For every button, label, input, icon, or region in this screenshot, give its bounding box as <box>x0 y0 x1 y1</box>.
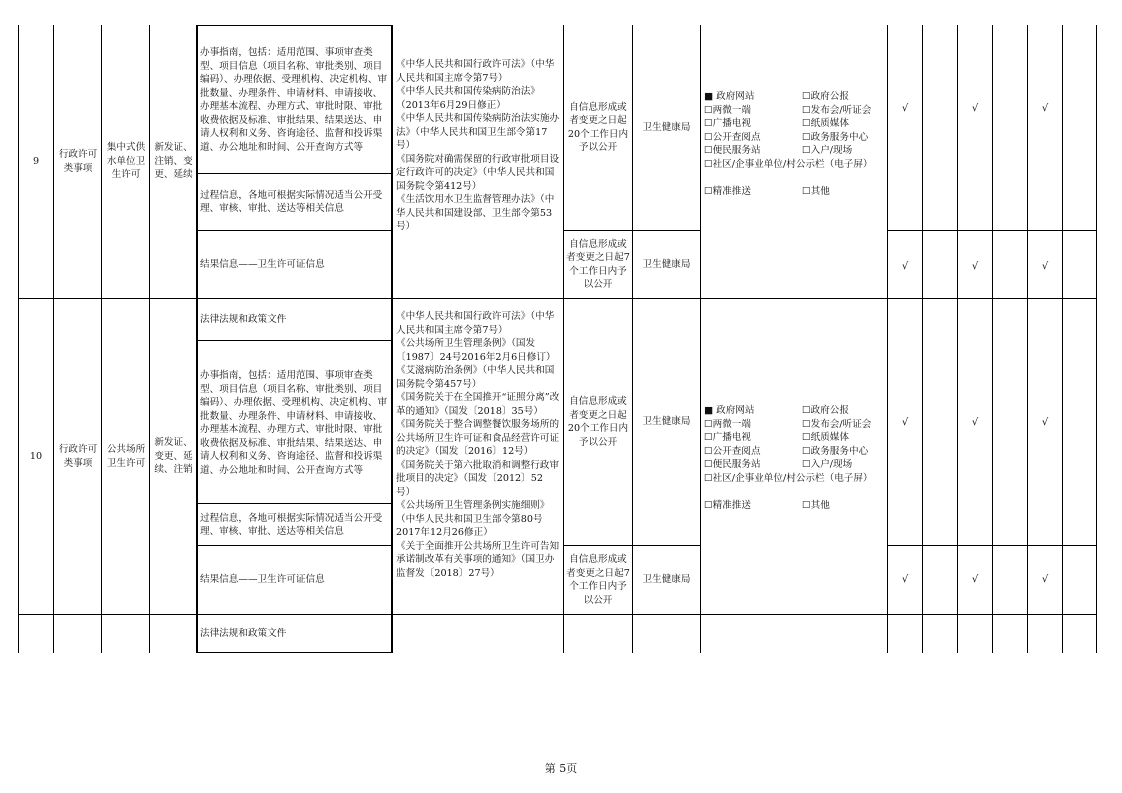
row-item: 集中式供水单位卫生许可 <box>106 142 146 181</box>
check-mark: √ <box>1041 103 1049 114</box>
channel-item: ☐纸质媒体 <box>802 432 849 444</box>
row-subitem: 新发证、注销、变更、延续 <box>154 142 193 181</box>
channel-list <box>704 90 886 210</box>
time-limit: 自信息形成或者变更之日起7个工作日内予以公开 <box>566 554 630 606</box>
check-mark: √ <box>1041 574 1049 585</box>
channel-item: ☐发布会/听证会 <box>802 418 872 430</box>
time-limit: 自信息形成或者变更之日起20个工作日内予以公开 <box>567 396 629 448</box>
row-category: 行政许可类事项 <box>58 149 98 174</box>
basis-text: 《中华人民共和国行政许可法》（中华人民共和国主席令第7号） 《中华人民共和国传染病防治法》（2013年6月29日修正） 《中华人民共和国传染病防治法实施办法》（中华人民共和国卫生部令第17号） 《国务院对确需保留的行政审批项目设定行政许可的决定》（中华人民共和国国务院令第412号） 《生活饮用水卫生监督管理办法》（中华人民共和国建设部、卫生部令第53号） <box>396 59 560 232</box>
row-subitem: 新发证、变更、延续、注销 <box>154 437 193 476</box>
check-mark: √ <box>1041 417 1049 428</box>
page-number: 第 5页 <box>544 762 578 775</box>
channel-item: ☐入户/现场 <box>802 145 853 157</box>
content-guide: 办事指南，包括：适用范围、事项审查类型、项目信息（项目名称、审批类别、项目编码）、办理依据、受理机构、决定机构、审批数量、办理条件、申请材料、申请接收、办理基本流程、办理方式、审批时限、审批收费依据及标准、审批结果、结果送达、申请人权利和义务、咨询途径、监督和投诉渠道、办公地址和时间、公开查询方式等 <box>200 47 388 153</box>
check-mark: √ <box>1041 261 1049 272</box>
content-laws: 法律法规和政策文件 <box>200 314 287 326</box>
check-mark: √ <box>901 103 909 114</box>
channel-item: ☐广播电视 <box>704 118 751 130</box>
channel-item: ☐社区/企事业单位/村公示栏（电子屏） <box>704 473 873 484</box>
content-laws: 法律法规和政策文件 <box>200 628 287 640</box>
content-result: 结果信息——卫生许可证信息 <box>200 258 325 270</box>
check-mark: √ <box>901 574 909 585</box>
channel-item: ☐公开查阅点 <box>704 131 761 143</box>
channel-item: ☐政务服务中心 <box>802 131 869 143</box>
channel-item: ■ 政府网站 <box>704 91 755 102</box>
time-limit: 自信息形成或者变更之日起20个工作日内予以公开 <box>567 101 629 153</box>
row-item: 公共场所卫生许可 <box>106 444 146 469</box>
content-process: 过程信息，各地可根据实际情况适当公开受理、审核、审批、送达等相关信息 <box>200 512 383 537</box>
channel-list <box>704 404 886 524</box>
content-process: 过程信息，各地可根据实际情况适当公开受理、审核、审批、送达等相关信息 <box>200 189 383 214</box>
subject: 卫生健康局 <box>642 121 691 133</box>
channel-item: ☐其他 <box>802 186 830 198</box>
row-index: 10 <box>29 450 43 462</box>
channel-item: ☐便民服务站 <box>704 145 761 157</box>
channel-item: ☐精准推送 <box>704 186 751 198</box>
basis-text: 《中华人民共和国行政许可法》（中华人民共和国主席令第7号） 《公共场所卫生管理条例》（国发〔1987〕24号2016年2月6日修订） 《艾滋病防治条例》（中华人民共和国国务院令第457号） 《国务院关于在全国推开“证照分离”改革的通知》（国发〔2018〕35号） 《国务院关于整合调整餐饮服务场所的公共场所卫生许可证和食品经营许可证的决定》（国发〔2016〕12号） 《国务院关于第六批取消和调整行政审批项目的决定》（国发〔2012〕52号） 《公共场所卫生管理条例实施细则》（中华人民共和国卫生部令第80号2017年12月26修正） 《关于全面推开公共场所卫生许可告知承诺制改革有关事项的通知》（国卫办监督发〔2018〕27号） <box>396 311 560 579</box>
row-index: 9 <box>32 155 40 167</box>
channel-item: ☐纸质媒体 <box>802 118 849 130</box>
content-result: 结果信息——卫生许可证信息 <box>200 574 325 586</box>
channel-item: ■ 政府网站 <box>704 405 755 416</box>
channel-item: ☐政府公报 <box>802 91 849 102</box>
channel-item: ☐便民服务站 <box>704 459 761 471</box>
channel-item: ☐社区/企事业单位/村公示栏（电子屏） <box>704 159 873 170</box>
channel-item: ☐精准推送 <box>704 500 751 512</box>
channel-item: ☐政府公报 <box>802 405 849 416</box>
subject: 卫生健康局 <box>642 574 691 586</box>
channel-item: ☐政务服务中心 <box>802 445 869 457</box>
channel-item: ☐其他 <box>802 500 830 512</box>
check-mark: √ <box>971 417 979 428</box>
channel-item: ☐入户/现场 <box>802 459 853 471</box>
time-limit: 自信息形成或者变更之日起7个工作日内予以公开 <box>566 238 630 290</box>
check-mark: √ <box>971 261 979 272</box>
check-mark: √ <box>901 417 909 428</box>
check-mark: √ <box>901 261 909 272</box>
channel-item: ☐两微一端 <box>704 104 751 116</box>
subject: 卫生健康局 <box>642 416 691 428</box>
check-mark: √ <box>971 574 979 585</box>
row-category: 行政许可类事项 <box>58 444 98 469</box>
subject: 卫生健康局 <box>642 258 691 270</box>
channel-item: ☐两微一端 <box>704 418 751 430</box>
content-guide: 办事指南，包括：适用范围、事项审查类型、项目信息（项目名称、审批类别、项目编码）、办理依据、受理机构、决定机构、审批数量、办理条件、申请材料、申请接收、办理基本流程、办理方式、审批时限、审批收费依据及标准、审批结果、结果送达、申请人权利和义务、咨询途径、监督和投诉渠道、办公地址和时间、公开查询方式等 <box>200 370 388 476</box>
channel-item: ☐公开查阅点 <box>704 445 761 457</box>
channel-item: ☐广播电视 <box>704 432 751 444</box>
channel-item: ☐发布会/听证会 <box>802 104 872 116</box>
check-mark: √ <box>971 103 979 114</box>
